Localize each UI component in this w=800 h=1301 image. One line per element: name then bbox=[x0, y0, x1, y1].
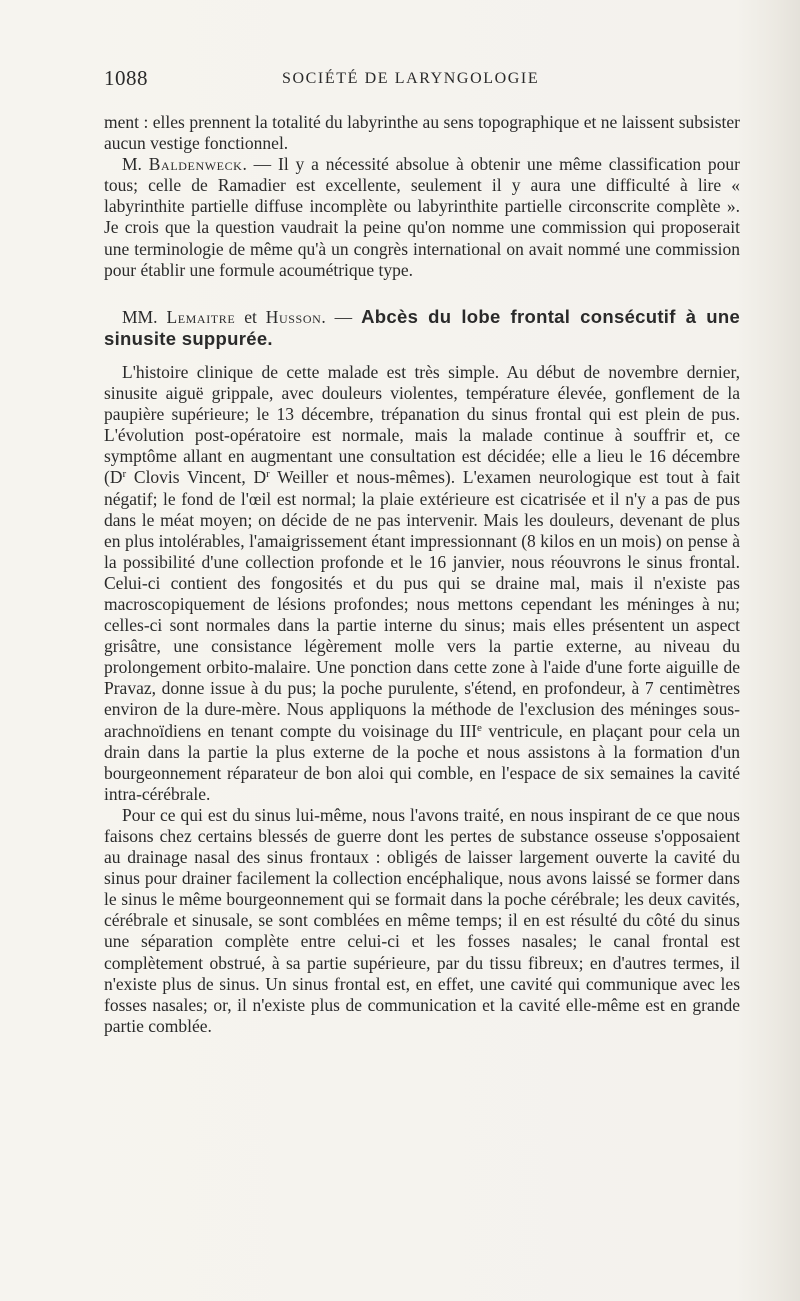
speaker-prefix: M. bbox=[122, 154, 142, 175]
history-text-1: L'histoire clinique de cette malade est très simple. Au début de novembre dernier, sinusite aiguë grippale, avec douleurs violentes, température élevée, gonflement de la paupière supérieure; le 13 décembre, trépanation du sinus frontal qui est plein de pus. L'évolution post-opératoire est normale, mais la malade continue à souffrir et, ce symptôme allant en augmentant une consultation est décidée; elle a lieu le 16 décembre (D bbox=[104, 361, 740, 488]
page-header bbox=[104, 66, 740, 92]
history-text-4: ventricule, en plaçant pour cela un drain dans la partie la plus externe de la poche et nous assistons à la formation d'un bourgeonnement réparateur de bon aloi qui comble, en l'espace de six semaines la cavité intra-cérébrale. bbox=[104, 720, 740, 804]
author-lemaitre: Lemaitre bbox=[166, 306, 236, 327]
title-dash: . — bbox=[321, 306, 353, 327]
paragraph-clinical-history bbox=[104, 362, 740, 805]
page-number: 1088 bbox=[104, 66, 148, 90]
superscript-r-1: r bbox=[122, 468, 127, 481]
superscript-e: e bbox=[477, 721, 482, 734]
article-title: Abcès du lobe frontal consécutif à une sinusite suppurée. bbox=[104, 305, 741, 349]
paragraph-baldenweck bbox=[104, 154, 740, 281]
history-text-3: Weiller et nous-mêmes). L'examen neurologique est tout à fait négatif; le fond de l'œil est normal; la plaie extérieure est cicatrisée et il n'y a pas de pus dans le méat moyen; on décide de ne pas intervenir. Mais les douleurs, devenant de plus en plus intolérables, l'amaigrissement étant impressionnant (8 kilos en un mois) on pense à la possibilité d'une collection profonde et le 16 janvier, nous réouvrons le sinus frontal. Celui-ci contient des fongosités et du pus qui se draine mal, mais il n'existe pas macroscopiquement de lésions profondes; nous mettons cependant les méninges à nu; celles-ci sont normales dans la partie interne du sinus; mais elles présentent un aspect grisâtre, une consistance légèrement molle vers la partie externe, au niveau du prolongement orbito-malaire. Une ponction dans cette zone à l'aide d'une forte aiguille de Pravaz, donne issue à du pus; la poche purulente, s'étend, en profondeur, à 7 centimètres environ de la dure-mère. Nous appliquons la méthode de l'exclusion des méninges sous-arachnoïdiens en tenant compte du voisinage du III bbox=[104, 467, 740, 741]
speaker-name: Baldenweck bbox=[148, 154, 243, 175]
superscript-r-2: r bbox=[266, 468, 270, 481]
author-joiner: et bbox=[244, 306, 257, 327]
paragraph-sinus-treatment: Pour ce qui est du sinus lui-même, nous l'avons traité, en nous inspirant de ce que nous faisons chez certains blessés de guerre dont les pertes de substance osseuse s'opposaient au drainage nasal des sinus frontaux : obligés de laisser largement ouverte la cavité du sinus pour drainer facilement la collection encéphalique, nous avons laissé se former dans le sinus le même bourgeonnement qui se formait dans la poche cérébrale; les deux cavités, cérébrale et sinusale, se sont comblées en même temps; il en est résulté du côté du sinus une séparation complète entre celui-ci et les fosses nasales; le canal frontal est complètement obstrué, à sa partie supérieure, par du tissu fibreux; en d'autres termes, il n'existe plus de sinus. Un sinus frontal est, en effet, une cavité qui communique avec les fosses nasales; or, il n'existe plus de communication et la cavité elle-même est en grande partie comblée. bbox=[104, 804, 740, 1036]
body-text bbox=[104, 112, 740, 1037]
running-head: SOCIÉTÉ DE LARYNGOLOGIE bbox=[282, 70, 540, 87]
author-husson: Husson bbox=[265, 306, 322, 327]
speaker-text: . — Il y a nécessité absolue à obtenir une même classification pour tous; celle de Ramadier est excellente, seulement il y aura une difficulté à lire « labyrinthite partielle diffuse incomplète ou labyrinthite partielle circonscrite complète ». Je crois que la question vaudrait la peine qu'on nomme une commission qui proposerait une terminologie de même qu'à un congrès international on avait nommé une commission pour établir une formule acoumétrique type. bbox=[104, 154, 740, 280]
history-text-2: Clovis Vincent, D bbox=[126, 467, 267, 488]
authors-prefix: MM. bbox=[122, 306, 158, 327]
article-heading bbox=[104, 306, 740, 350]
paragraph-continuation: ment : elles prennent la totalité du labyrinthe au sens topographique et ne laissent subsister aucun vestige fonctionnel. bbox=[104, 112, 740, 154]
